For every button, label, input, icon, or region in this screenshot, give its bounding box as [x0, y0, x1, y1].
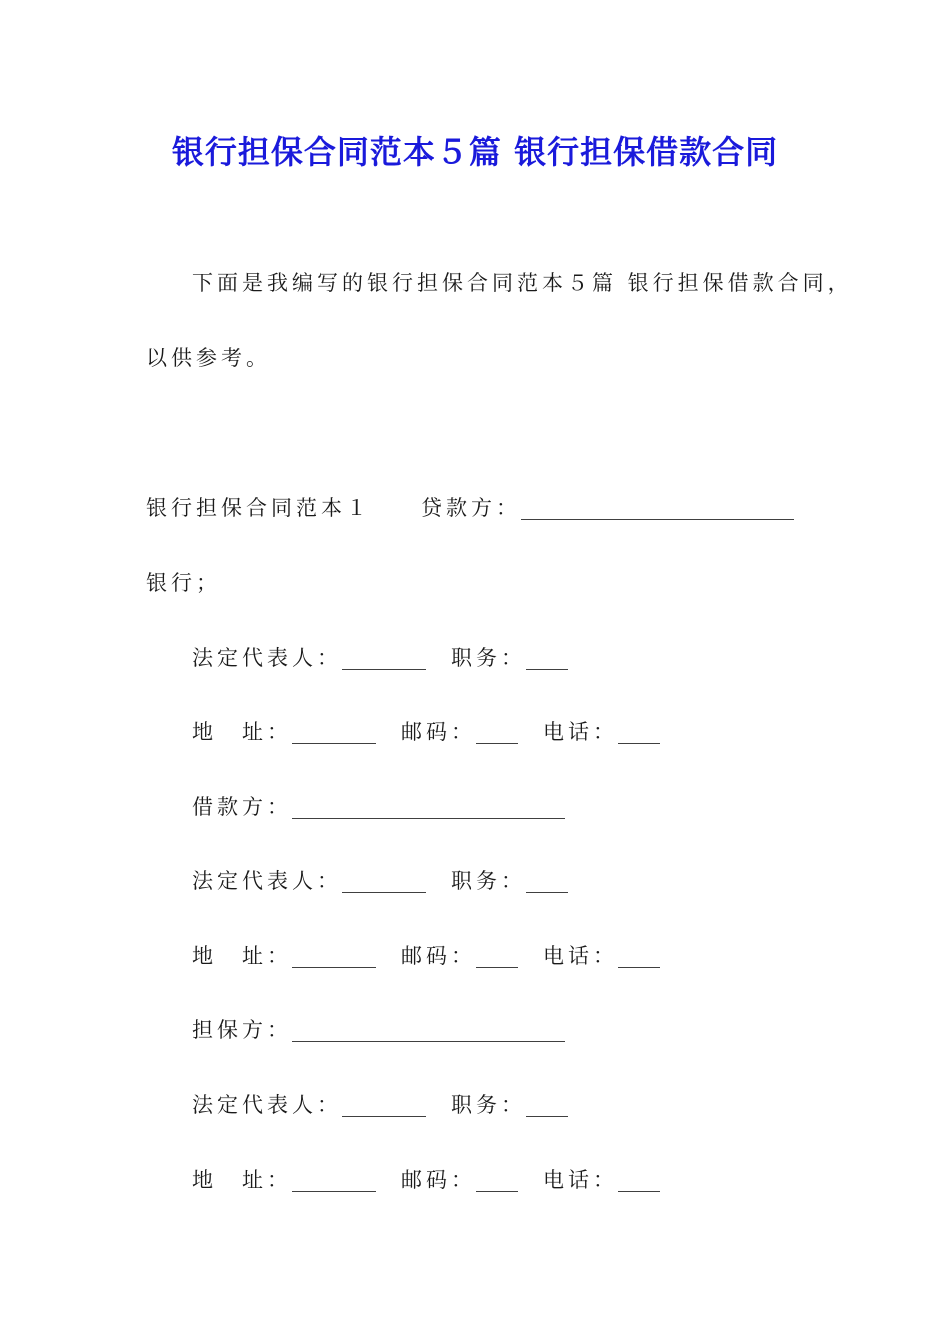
intro-paragraph-line-1: 下面是我编写的银行担保合同范本５篇 银行担保借款合同，: [192, 271, 853, 295]
phone-label: 电话：: [518, 944, 618, 968]
phone-blank: ____: [618, 720, 660, 744]
lender-blank: __________________________: [521, 496, 794, 520]
address-label: 地 址：: [192, 720, 292, 744]
address-blank: ________: [292, 944, 376, 968]
rep-blank: ________: [342, 869, 426, 893]
section-heading: 银行担保合同范本１ 贷款方：: [146, 496, 521, 520]
lender-row: [146, 493, 794, 523]
postcode-blank: ____: [476, 1168, 518, 1192]
borrower-address-row: [192, 941, 660, 971]
address-blank: ________: [292, 1168, 376, 1192]
bank-line: 银行；: [146, 571, 221, 595]
guarantor-blank: __________________________: [292, 1018, 565, 1042]
lender-address-row: [192, 717, 660, 747]
position-blank: ____: [526, 869, 568, 893]
lender-representative-row: [192, 643, 568, 673]
document-title: 银行担保合同范本５篇 银行担保借款合同: [171, 133, 779, 171]
address-label: 地 址：: [192, 1168, 292, 1192]
address-blank: ________: [292, 720, 376, 744]
rep-blank: ________: [342, 1093, 426, 1117]
rep-blank: ________: [342, 646, 426, 670]
rep-label: 法定代表人：: [192, 1093, 342, 1117]
guarantor-row: [192, 1015, 565, 1045]
intro-paragraph-line-2: 以供参考。: [146, 346, 271, 370]
rep-label: 法定代表人：: [192, 646, 342, 670]
borrower-label: 借款方：: [192, 795, 292, 819]
guarantor-address-row: [192, 1165, 660, 1195]
postcode-label: 邮码：: [376, 944, 476, 968]
position-blank: ____: [526, 1093, 568, 1117]
phone-label: 电话：: [518, 720, 618, 744]
position-label: 职务：: [426, 1093, 526, 1117]
rep-label: 法定代表人：: [192, 869, 342, 893]
address-label: 地 址：: [192, 944, 292, 968]
borrower-blank: __________________________: [292, 795, 565, 819]
postcode-blank: ____: [476, 944, 518, 968]
borrower-row: [192, 792, 565, 822]
postcode-label: 邮码：: [376, 720, 476, 744]
phone-label: 电话：: [518, 1168, 618, 1192]
position-label: 职务：: [426, 646, 526, 670]
phone-blank: ____: [618, 944, 660, 968]
guarantor-label: 担保方：: [192, 1018, 292, 1042]
phone-blank: ____: [618, 1168, 660, 1192]
position-label: 职务：: [426, 869, 526, 893]
postcode-label: 邮码：: [376, 1168, 476, 1192]
borrower-representative-row: [192, 866, 568, 896]
guarantor-representative-row: [192, 1090, 568, 1120]
position-blank: ____: [526, 646, 568, 670]
postcode-blank: ____: [476, 720, 518, 744]
